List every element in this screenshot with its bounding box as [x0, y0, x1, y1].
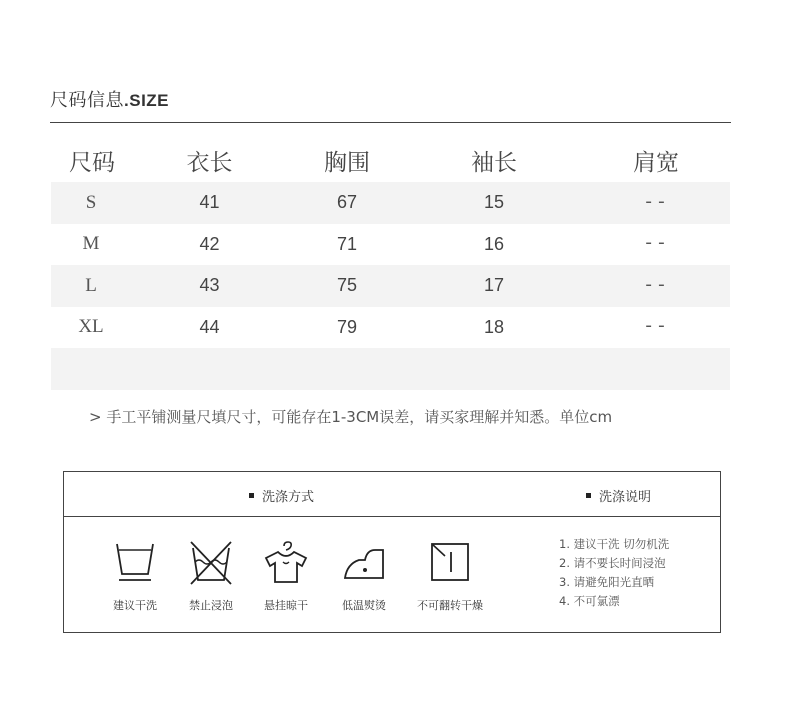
symbol-label: 不可翻转干燥 [417, 599, 483, 612]
header-size: 尺码 [69, 149, 115, 176]
cell-size: XL [78, 316, 104, 338]
cell-length: 44 [199, 316, 220, 337]
cell-shoulder: -- [643, 192, 669, 213]
cell-shoulder: -- [643, 317, 669, 338]
no-soak-icon [181, 540, 241, 586]
cell-sleeve: 15 [483, 192, 505, 213]
instruction-item: 2. 请不要长时间浸泡 [559, 556, 666, 570]
cell-shoulder: -- [643, 275, 669, 296]
title-en: SIZE [129, 91, 170, 110]
cell-chest: 71 [336, 233, 358, 254]
cell-length: 43 [199, 275, 220, 296]
symbol-label: 悬挂晾干 [264, 599, 308, 612]
cell-length: 42 [199, 233, 220, 254]
cell-length: 41 [199, 192, 220, 213]
cell-sleeve: 16 [483, 233, 505, 254]
title-divider [50, 122, 731, 123]
table-row [51, 265, 730, 307]
no-tumble-dry-icon [420, 540, 480, 586]
care-panel [63, 471, 721, 633]
table-row [51, 307, 730, 349]
section-title [50, 86, 169, 112]
table-row [51, 224, 730, 266]
title-dot: . [124, 91, 130, 110]
cell-size: M [82, 233, 100, 255]
cell-chest: 79 [336, 316, 358, 337]
symbol-label: 禁止浸泡 [189, 599, 233, 612]
instruction-item: 3. 请避免阳光直晒 [559, 575, 655, 589]
table-row-empty [51, 348, 730, 390]
header-length: 衣长 [186, 149, 233, 176]
low-temp-iron-icon [334, 540, 394, 586]
header-shoulder: 肩宽 [633, 149, 679, 176]
cell-shoulder: -- [643, 234, 669, 255]
hang-dry-shirt-icon [256, 540, 316, 586]
instruction-item: 1. 建议干洗 切勿机洗 [559, 537, 670, 551]
cell-chest: 75 [336, 275, 358, 296]
method-heading [249, 486, 314, 505]
cell-sleeve: 18 [483, 316, 505, 337]
bullet-icon [249, 493, 254, 498]
instruction-item: 4. 不可氯漂 [559, 594, 620, 608]
bullet-icon [586, 493, 591, 498]
cell-chest: 67 [336, 192, 358, 213]
symbol-label: 低温熨烫 [342, 599, 386, 612]
dry-clean-tub-icon [105, 540, 165, 586]
header-chest: 胸围 [324, 149, 370, 176]
size-table [51, 138, 730, 390]
instruction-heading-label: 洗涤说明 [599, 490, 652, 505]
care-instructions [559, 535, 669, 611]
title-zh: 尺码信息 [50, 90, 124, 111]
table-header-row [51, 138, 730, 182]
cell-size: L [85, 274, 97, 296]
cell-size: S [85, 191, 97, 213]
instruction-heading [586, 486, 651, 505]
cell-sleeve: 17 [483, 275, 505, 296]
method-heading-label: 洗涤方式 [262, 490, 315, 505]
symbol-label: 建议干洗 [113, 599, 157, 612]
measurement-note: > 手工平铺测量尺填尺寸，可能存在1-3CM误差，请买家理解并知悉。单位cm [89, 408, 613, 426]
header-sleeve: 袖长 [471, 149, 517, 176]
care-header [64, 472, 720, 517]
table-row [51, 182, 730, 224]
